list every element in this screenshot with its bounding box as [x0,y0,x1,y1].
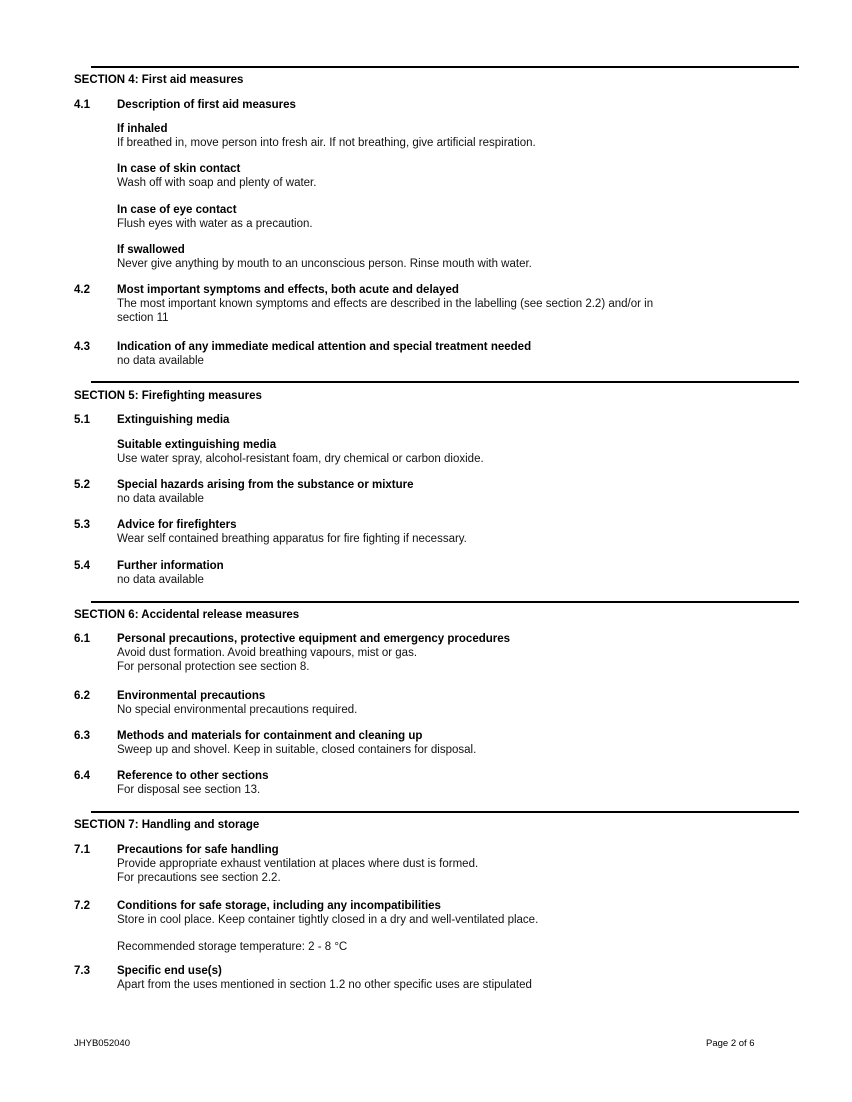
item-7-1-number: 7.1 [74,844,90,856]
item-7-2-number: 7.2 [74,900,90,912]
item-7-1-text-line2: For precautions see section 2.2. [117,872,281,884]
item-6-4-text: For disposal see section 13. [117,784,261,796]
item-6-1-text-line2: For personal protection see section 8. [117,661,310,673]
item-6-4-number: 6.4 [74,770,90,782]
suitable-media-heading: Suitable extinguishing media [117,439,277,451]
eye-contact-heading: In case of eye contact [117,204,237,216]
item-5-3-text: Wear self contained breathing apparatus for fire fighting if necessary. [117,533,467,545]
section-5-title: SECTION 5: Firefighting measures [74,390,262,402]
item-6-2-text: No special environmental precautions required. [117,704,358,716]
item-4-1-number: 4.1 [74,99,90,111]
item-6-3-text: Sweep up and shovel. Keep in suitable, closed containers for disposal. [117,744,477,756]
item-7-2-heading: Conditions for safe storage, including any incompatibilities [117,900,441,912]
section-divider [91,811,799,813]
item-4-3-text: no data available [117,355,204,367]
item-4-2-number: 4.2 [74,284,90,296]
footer-document-id: JHYB052040 [74,1038,130,1049]
section-4-title: SECTION 4: First aid measures [74,74,244,86]
item-4-2-text-line1: The most important known symptoms and effects are described in the labelling (see section 2.2) and/or in [117,298,654,310]
item-5-4-heading: Further information [117,560,224,572]
section-divider [91,66,799,68]
section-divider [91,381,799,383]
item-4-2-heading: Most important symptoms and effects, both acute and delayed [117,284,459,296]
item-5-3-number: 5.3 [74,519,90,531]
item-5-2-number: 5.2 [74,479,90,491]
item-7-1-text-line1: Provide appropriate exhaust ventilation at places where dust is formed. [117,858,479,870]
section-7-title: SECTION 7: Handling and storage [74,819,260,831]
section-divider [91,601,799,603]
item-7-2-text-line2: Recommended storage temperature: 2 - 8 °C [117,941,348,953]
item-5-4-number: 5.4 [74,560,90,572]
item-6-1-number: 6.1 [74,633,90,645]
item-5-4-text: no data available [117,574,204,586]
item-7-3-heading: Specific end use(s) [117,965,222,977]
item-4-3-heading: Indication of any immediate medical attention and special treatment needed [117,341,532,353]
item-4-1-heading: Description of first aid measures [117,99,296,111]
item-5-1-heading: Extinguishing media [117,414,230,426]
skin-contact-heading: In case of skin contact [117,163,241,175]
item-6-1-heading: Personal precautions, protective equipment and emergency procedures [117,633,511,645]
footer-page-number: Page 2 of 6 [706,1038,755,1049]
if-inhaled-heading: If inhaled [117,123,168,135]
item-6-2-heading: Environmental precautions [117,690,266,702]
item-7-3-number: 7.3 [74,965,90,977]
item-6-2-number: 6.2 [74,690,90,702]
if-swallowed-text: Never give anything by mouth to an unconscious person. Rinse mouth with water. [117,258,532,270]
item-5-2-text: no data available [117,493,204,505]
item-6-4-heading: Reference to other sections [117,770,269,782]
item-4-2-text-line2: section 11 [117,312,169,324]
item-7-2-text-line1: Store in cool place. Keep container tightly closed in a dry and well-ventilated place. [117,914,539,926]
item-7-1-heading: Precautions for safe handling [117,844,279,856]
eye-contact-text: Flush eyes with water as a precaution. [117,218,313,230]
item-6-1-text-line1: Avoid dust formation. Avoid breathing vapours, mist or gas. [117,647,418,659]
suitable-media-text: Use water spray, alcohol-resistant foam, dry chemical or carbon dioxide. [117,453,484,465]
section-6-title: SECTION 6: Accidental release measures [74,609,300,621]
if-swallowed-heading: If swallowed [117,244,185,256]
if-inhaled-text: If breathed in, move person into fresh air. If not breathing, give artificial respiration. [117,137,536,149]
item-6-3-number: 6.3 [74,730,90,742]
item-4-3-number: 4.3 [74,341,90,353]
item-5-2-heading: Special hazards arising from the substance or mixture [117,479,414,491]
skin-contact-text: Wash off with soap and plenty of water. [117,177,317,189]
item-7-3-text: Apart from the uses mentioned in section 1.2 no other specific uses are stipulated [117,979,532,991]
item-5-1-number: 5.1 [74,414,90,426]
item-6-3-heading: Methods and materials for containment and cleaning up [117,730,423,742]
item-5-3-heading: Advice for firefighters [117,519,237,531]
